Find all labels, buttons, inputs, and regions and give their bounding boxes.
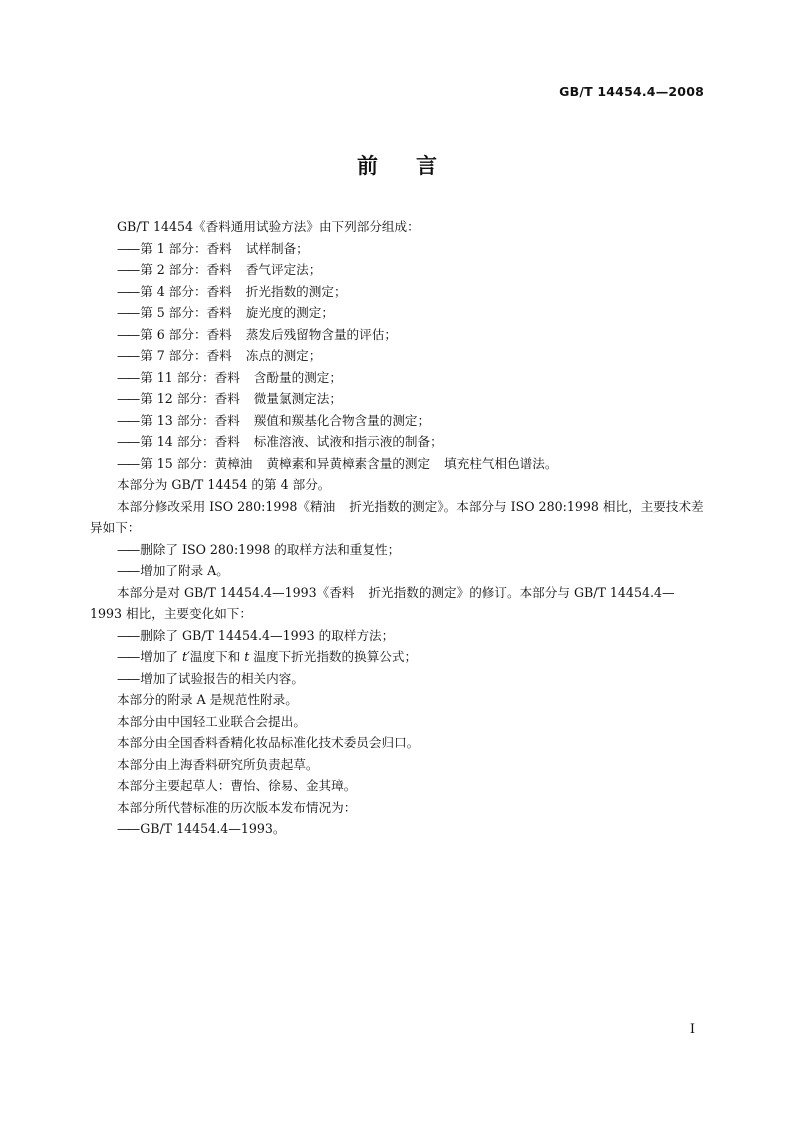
part-item: —— 第 11 部分：香料 含酚量的测定； bbox=[90, 367, 704, 389]
closing-statement: 本部分由全国香料香精化妆品标准化技术委员会归口。 bbox=[117, 735, 420, 750]
part-item: —— 第 2 部分：香料 香气评定法； bbox=[90, 259, 704, 281]
closing-statement: 本部分所代替标准的历次版本发布情况为： bbox=[117, 799, 357, 815]
closing-statement: 本部分的附录 A 是规范性附录。 bbox=[117, 692, 298, 707]
iso-diff-item: —— 增加了附录 A。 bbox=[90, 560, 704, 582]
part-item: —— 第 1 部分：香料 试样制备； bbox=[90, 238, 704, 260]
standard-code: GB/T 14454.4—2008 bbox=[559, 84, 704, 99]
intro-paragraph: GB/T 14454《香料通用试验方法》由下列部分组成： bbox=[117, 219, 420, 234]
iso-paragraph: 本部分修改采用 ISO 280:1998《精油 折光指数的测定》。本部分与 ISO 280:1998 相比，主要技术差异如下： bbox=[90, 498, 704, 535]
title-char-1: 前 bbox=[357, 154, 378, 178]
part-item: —— 第 15 部分：黄樟油 黄樟素和异黄樟素含量的测定 填充柱气相色谱法。 bbox=[90, 453, 704, 475]
part-item: —— 第 5 部分：香料 旋光度的测定； bbox=[90, 302, 704, 324]
closing-statement: 本部分主要起草人：曹怡、徐易、金其璋。 bbox=[117, 778, 357, 793]
closing-statement: 本部分由上海香料研究所负责起草。 bbox=[117, 756, 319, 772]
document-body bbox=[90, 216, 704, 840]
page-title bbox=[0, 150, 794, 180]
history-item: —— GB/T 14454.4—1993。 bbox=[90, 818, 704, 840]
title-char-2: 言 bbox=[416, 154, 437, 178]
part-item: —— 第 6 部分：香料 蒸发后残留物含量的评估； bbox=[90, 324, 704, 346]
part-item: —— 第 13 部分：香料 羰值和羰基化合物含量的测定； bbox=[90, 410, 704, 432]
revision-change-item: —— 增加了 t′温度下和 t 温度下折光指数的换算公式； bbox=[90, 646, 704, 668]
page-number: I bbox=[689, 1022, 695, 1037]
part-item: —— 第 4 部分：香料 折光指数的测定； bbox=[90, 281, 704, 303]
revision-change-item: —— 增加了试验报告的相关内容。 bbox=[90, 668, 704, 690]
part-note: 本部分为 GB/T 14454 的第 4 部分。 bbox=[117, 477, 331, 492]
revision-change-item: —— 删除了 GB/T 14454.4—1993 的取样方法； bbox=[90, 625, 704, 647]
revision-paragraph: 本部分是对 GB/T 14454.4—1993《香料 折光指数的测定》的修订。本部分与 GB/T 14454.4—1993 相比，主要变化如下： bbox=[90, 584, 675, 621]
iso-diff-item: —— 删除了 ISO 280:1998 的取样方法和重复性； bbox=[90, 539, 704, 561]
part-item: —— 第 7 部分：香料 冻点的测定； bbox=[90, 345, 704, 367]
part-item: —— 第 12 部分：香料 微量氯测定法； bbox=[90, 388, 704, 410]
part-item: —— 第 14 部分：香料 标准溶液、试液和指示液的制备； bbox=[90, 431, 704, 453]
closing-statement: 本部分由中国轻工业联合会提出。 bbox=[117, 713, 306, 729]
